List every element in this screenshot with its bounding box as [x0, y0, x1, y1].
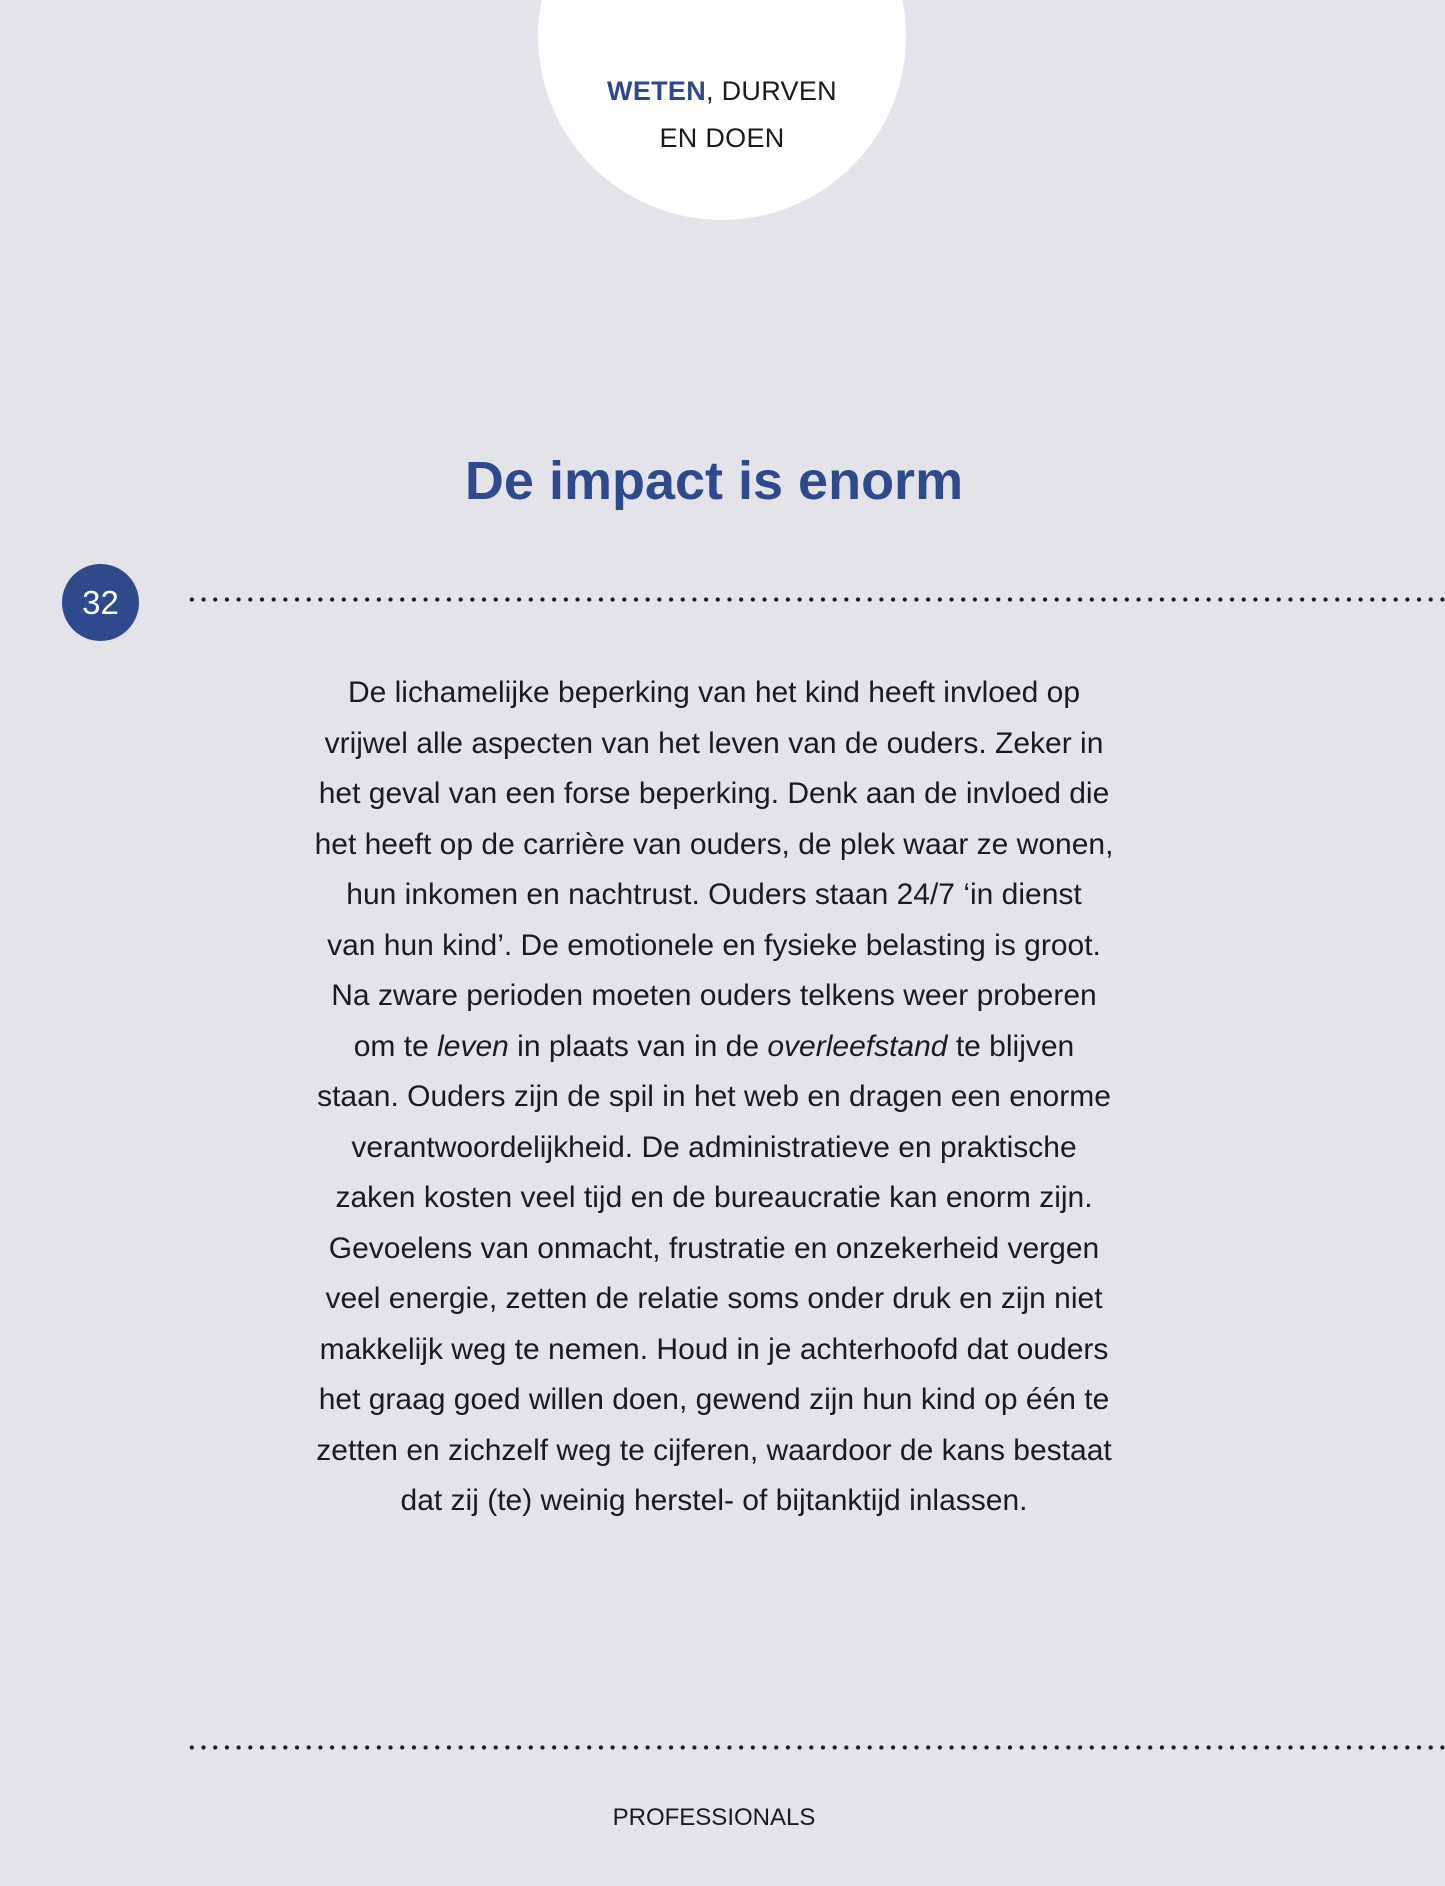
body-line: vrijwel alle aspecten van het leven van de ouders. Zeker in [324, 726, 1104, 760]
body-text-fragment: in plaats van in de [508, 1029, 768, 1063]
body-line: De lichamelijke beperking van het kind heeft invloed op [347, 676, 1081, 709]
body-line: van hun kind’. De emotionele en fysieke belasting is groot. [327, 928, 1101, 962]
series-title-line-1 [538, 68, 906, 115]
body-line: Na zware perioden moeten ouders telkens weer proberen [331, 979, 1097, 1012]
dotted-divider-bottom [186, 1745, 1445, 1750]
emphasis-overleefstand: overleefstand [767, 1029, 948, 1063]
body-text-fragment: om te [353, 1029, 438, 1063]
page-number-badge: 32 [62, 564, 139, 641]
series-title-accent: WETEN [607, 76, 707, 106]
body-line: zetten en zichzelf weg te cijferen, waardoor de kans bestaat [316, 1433, 1112, 1467]
dotted-divider-top [186, 597, 1445, 602]
body-line: zaken kosten veel tijd en de bureaucratie kan enorm zijn. [335, 1181, 1093, 1214]
body-line: Gevoelens van onmacht, frustratie en onzekerheid vergen [328, 1231, 1100, 1265]
series-title-line-2: EN DOEN [659, 123, 785, 153]
page-title: De impact is enorm [464, 451, 964, 511]
series-title [538, 68, 906, 162]
series-title-rest: , DURVEN [706, 76, 837, 106]
body-line: hun inkomen en nachtrust. Ouders staan 24/7 ‘in dienst [346, 878, 1082, 911]
body-paragraph [260, 668, 1168, 1527]
body-line: makkelijk weg te nemen. Houd in je achterhoofd dat ouders [319, 1332, 1109, 1366]
footer-section-label: PROFESSIONALS [612, 1804, 816, 1831]
body-line: het heeft op de carrière van ouders, de plek waar ze wonen, [314, 827, 1114, 861]
body-line: het graag goed willen doen, gewend zijn hun kind op één te [318, 1383, 1110, 1416]
body-text-fragment: te blijven [947, 1029, 1075, 1063]
body-line: verantwoordelijkheid. De administratieve en praktische [351, 1130, 1077, 1164]
emphasis-leven: leven [437, 1029, 509, 1063]
body-line: het geval van een forse beperking. Denk aan de invloed die [318, 777, 1110, 810]
body-line-with-emphasis [260, 1022, 1168, 1073]
body-line: dat zij (te) weinig herstel- of bijtanktijd inlassen. [400, 1484, 1028, 1517]
body-line: staan. Ouders zijn de spil in het web en dragen een enorme [317, 1080, 1111, 1113]
body-line: veel energie, zetten de relatie soms onder druk en zijn niet [325, 1282, 1103, 1315]
